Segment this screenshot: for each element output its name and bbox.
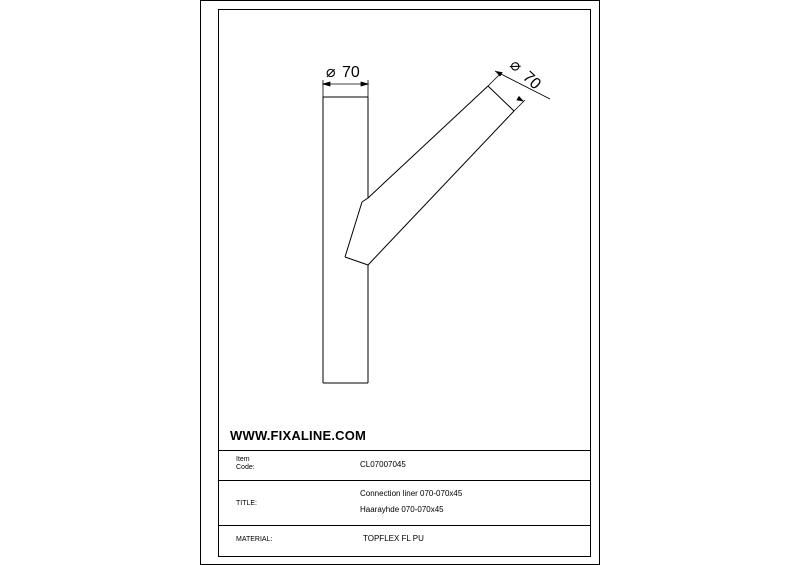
title-line-2: Haarayhde 070-070x45 <box>360 505 444 514</box>
branch-diameter-symbol: ⌀ <box>506 55 527 76</box>
top-diameter-symbol: ⌀ <box>326 62 336 81</box>
item-code-label-line2: Code: <box>236 464 255 471</box>
item-code-value: CL07007045 <box>360 460 406 469</box>
top-diameter-value: 70 <box>342 64 360 81</box>
top-diameter-dimension <box>323 80 368 97</box>
title-label: TITLE: <box>236 500 258 507</box>
material-label: MATERIAL: <box>236 536 273 543</box>
item-code-label-line1: Item <box>236 456 250 463</box>
pipe-outline <box>323 86 514 383</box>
branch-diameter-value: 70 <box>519 68 544 94</box>
website-url: WWW.FIXALINE.COM <box>230 428 367 443</box>
material-value: TOPFLEX FL PU <box>363 534 424 543</box>
title-line-1: Connection liner 070-070x45 <box>360 489 463 498</box>
